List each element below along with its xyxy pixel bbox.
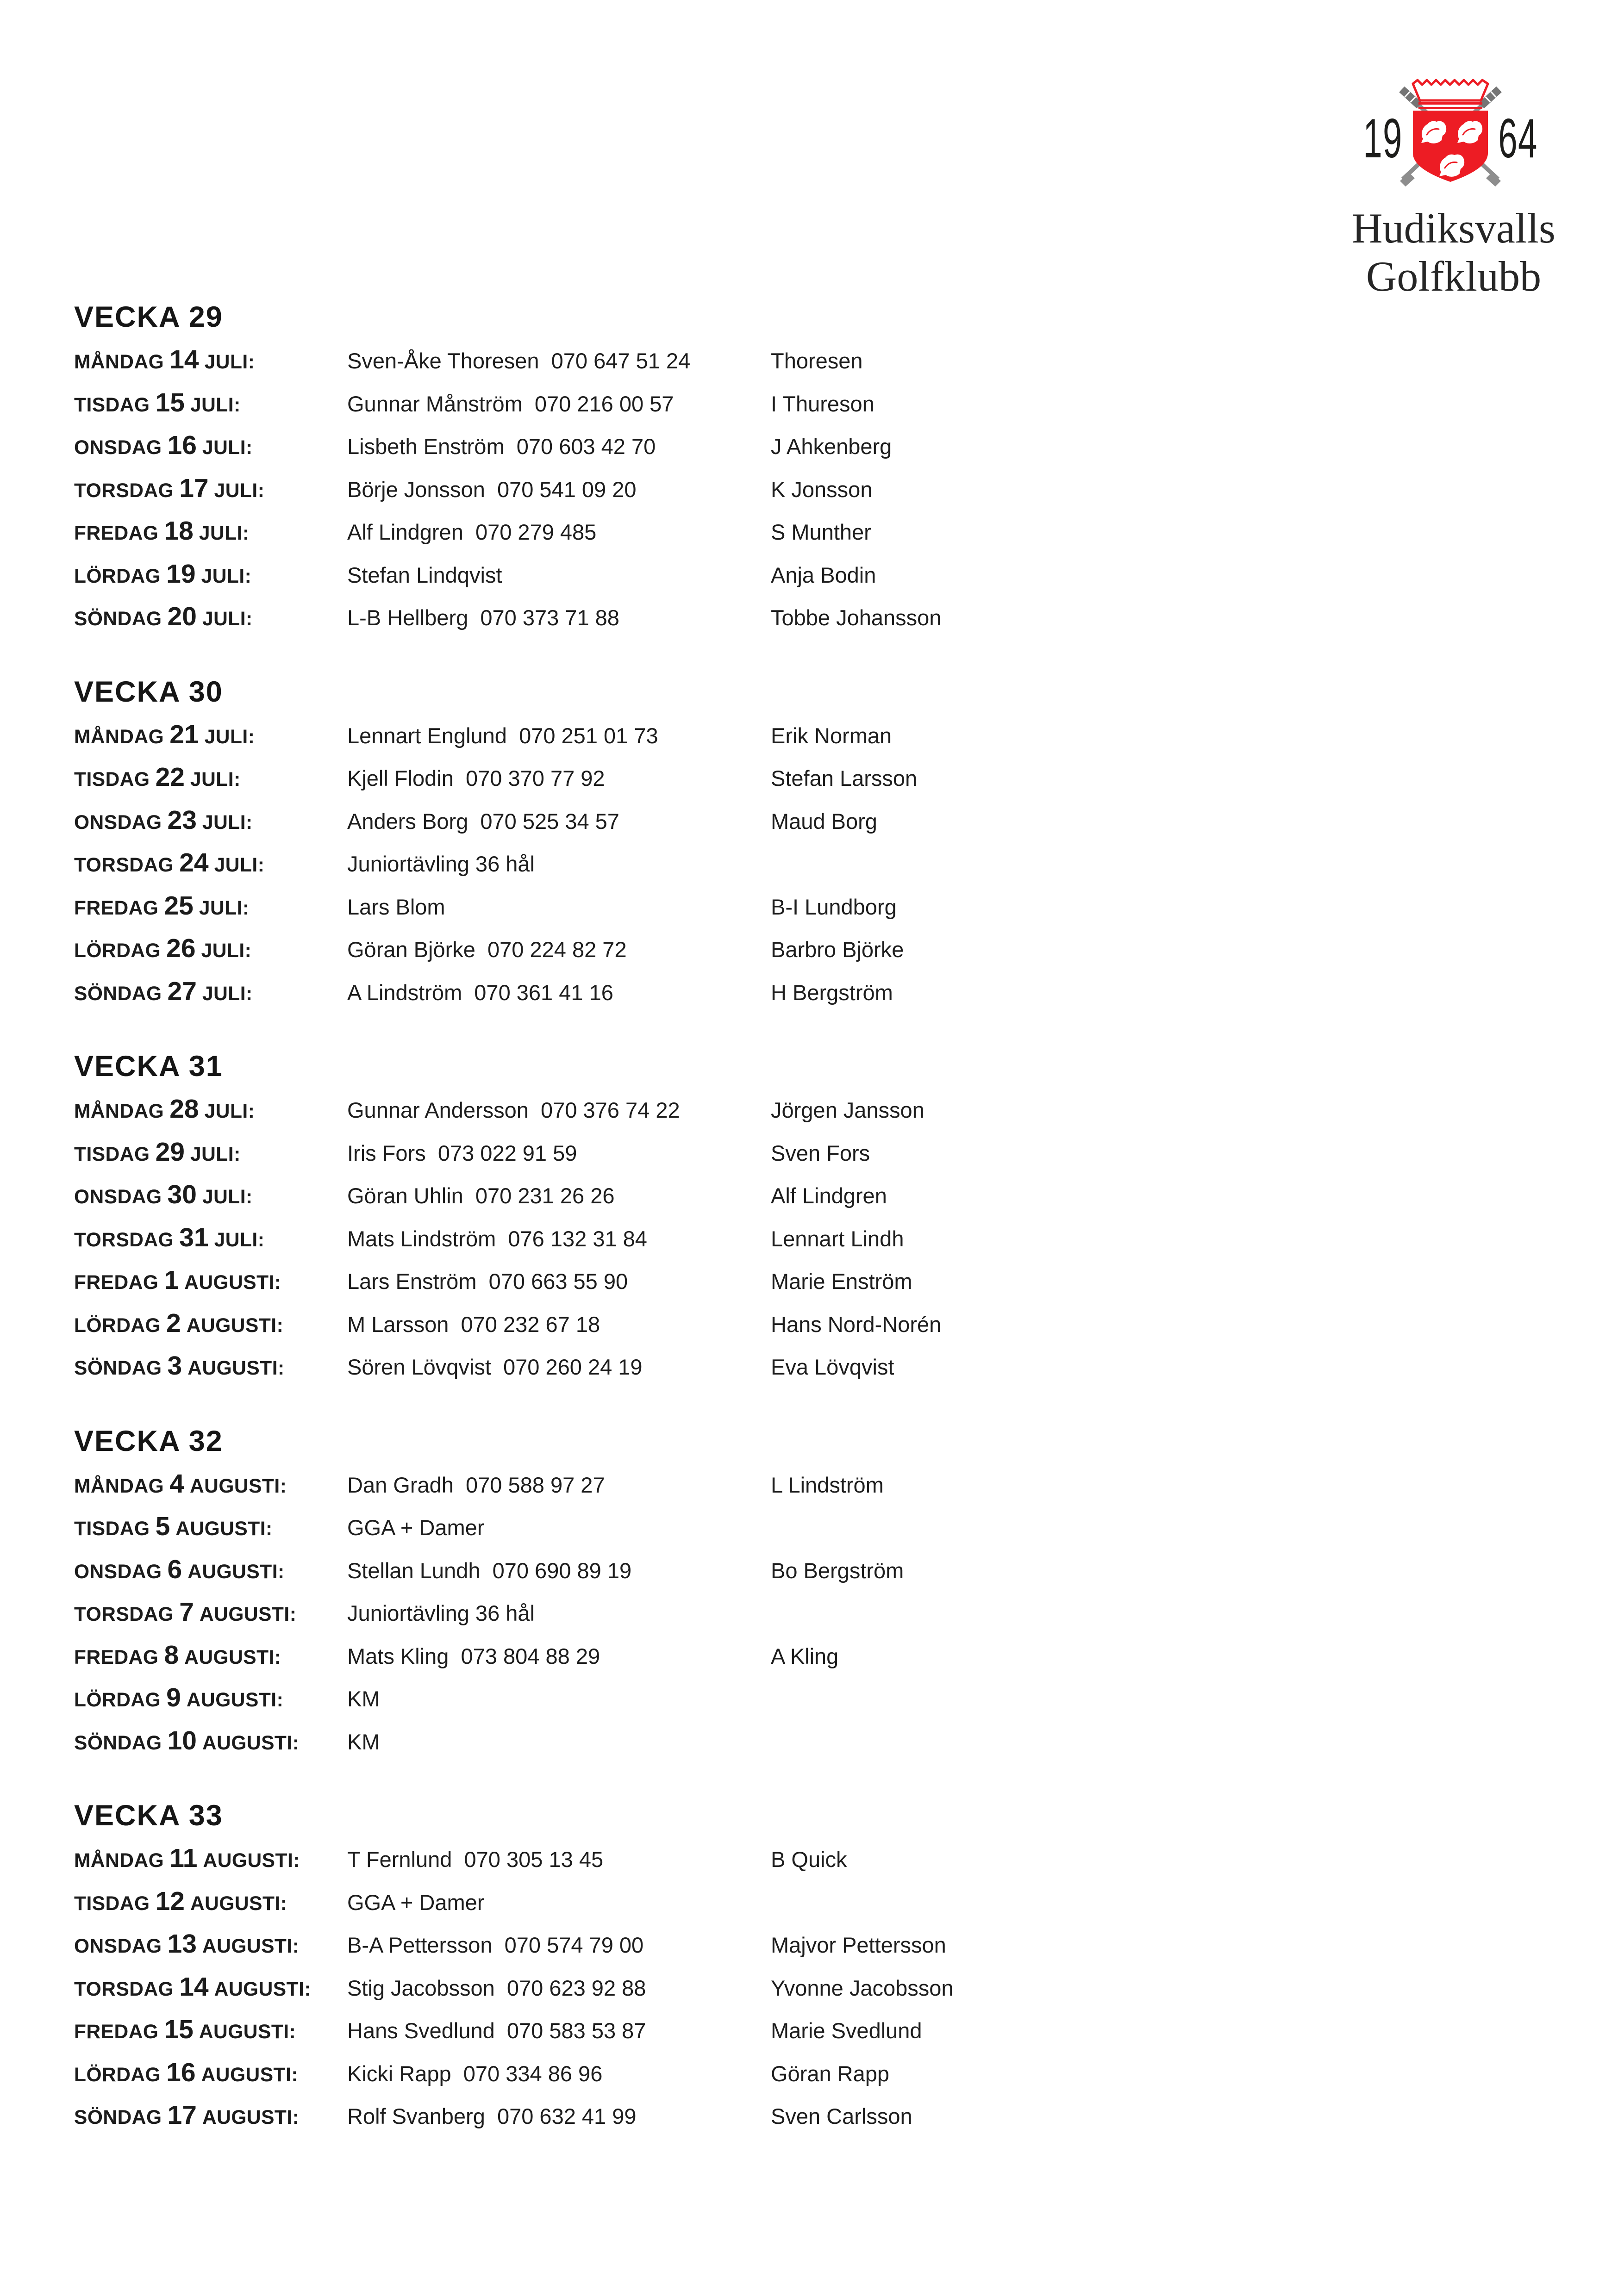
schedule-row [74, 805, 1500, 848]
partner-cell: Lennart Lindh [771, 1226, 904, 1251]
day-label [74, 719, 347, 750]
week-title: VECKA 29 [74, 301, 223, 333]
contact-cell: Iris Fors 073 022 91 59 [347, 1140, 577, 1165]
contact-cell: Sören Lövqvist 070 260 24 19 [347, 1355, 643, 1379]
month-label: JULI: [202, 811, 253, 834]
day-number: 15 [155, 387, 185, 417]
day-number: 12 [155, 1886, 185, 1916]
contact-cell: L-B Hellberg 070 373 71 88 [347, 605, 619, 630]
month-label: JULI: [202, 983, 253, 1005]
schedule-row [74, 1929, 1500, 1972]
month-label: JULI: [190, 1143, 241, 1165]
schedule-row [74, 1511, 1500, 1554]
day-number: 7 [179, 1597, 194, 1627]
schedule-row [74, 847, 1500, 890]
week-rows [74, 719, 1500, 1019]
contact-cell: KM [347, 1686, 380, 1711]
day-label [74, 1682, 347, 1713]
day-label [74, 762, 347, 792]
month-label: JULI: [202, 437, 253, 459]
day-number: 28 [169, 1094, 199, 1124]
day-number: 30 [167, 1180, 197, 1209]
day-number: 18 [164, 516, 194, 546]
club-name-line1: Hudiksvalls [1352, 205, 1555, 252]
day-label [74, 1265, 347, 1295]
contact-cell: Stellan Lundh 070 690 89 19 [347, 1558, 632, 1583]
schedule-row [74, 890, 1500, 933]
schedule-row [74, 1886, 1500, 1929]
schedule-row [74, 2014, 1500, 2057]
month-label: AUGUSTI: [184, 1272, 281, 1294]
schedule-row [74, 1640, 1500, 1683]
day-number: 14 [179, 1972, 209, 2002]
partner-cell: B Quick [771, 1847, 847, 1872]
day-name: SÖNDAG [74, 1357, 162, 1379]
day-label [74, 1222, 347, 1253]
contact-cell: Lennart Englund 070 251 01 73 [347, 723, 658, 748]
contact-cell: T Fernlund 070 305 13 45 [347, 1847, 604, 1872]
partner-cell: Marie Svedlund [771, 2018, 922, 2043]
day-name: ONSDAG [74, 1186, 162, 1208]
day-name: TORSDAG [74, 1229, 174, 1251]
contact-cell: Mats Lindström 076 132 31 84 [347, 1226, 647, 1251]
day-label [74, 1350, 347, 1381]
day-label [74, 1597, 347, 1627]
schedule-row [74, 719, 1500, 762]
day-name: TISDAG [74, 1892, 150, 1915]
day-number: 22 [155, 762, 185, 792]
month-label: JULI: [201, 940, 252, 962]
day-number: 4 [169, 1468, 184, 1499]
month-label: JULI: [199, 523, 250, 544]
month-label: AUGUSTI: [202, 2107, 300, 2128]
month-label: AUGUSTI: [214, 1978, 312, 2000]
schedule-row [74, 1265, 1500, 1308]
week-section [74, 673, 1500, 1019]
day-name: SÖNDAG [74, 983, 162, 1005]
day-number: 1 [164, 1265, 179, 1295]
month-label: AUGUSTI: [184, 1646, 281, 1668]
day-label [74, 1179, 347, 1210]
day-number: 20 [167, 602, 197, 631]
schedule-row [74, 601, 1500, 644]
month-label: JULI: [202, 608, 253, 630]
day-number: 17 [167, 2100, 197, 2130]
contact-cell: Göran Uhlin 070 231 26 26 [347, 1183, 615, 1208]
schedule-row [74, 1554, 1500, 1597]
partner-cell: Sven Fors [771, 1140, 870, 1165]
month-label: AUGUSTI: [190, 1892, 287, 1915]
day-number: 8 [164, 1640, 179, 1670]
contact-cell: M Larsson 070 232 67 18 [347, 1312, 600, 1337]
crown-icon [1413, 80, 1488, 100]
schedule-row [74, 1308, 1500, 1351]
day-label [74, 933, 347, 964]
contact-cell: A Lindström 070 361 41 16 [347, 980, 613, 1005]
contact-cell: Rolf Svanberg 070 632 41 99 [347, 2104, 637, 2128]
month-label: JULI: [204, 351, 255, 373]
contact-cell: KM [347, 1729, 380, 1754]
day-label [74, 430, 347, 460]
day-label [74, 1094, 347, 1124]
month-label: JULI: [204, 726, 255, 748]
month-label: JULI: [214, 479, 265, 502]
day-name: FREDAG [74, 1646, 159, 1668]
month-label: JULI: [190, 769, 241, 790]
day-number: 10 [167, 1725, 197, 1755]
contact-cell: Sven-Åke Thoresen 070 647 51 24 [347, 348, 691, 373]
contact-cell: Alf Lindgren 070 279 485 [347, 520, 597, 544]
day-label [74, 1886, 347, 1916]
month-label: AUGUSTI: [186, 1314, 284, 1337]
day-name: LÖRDAG [74, 940, 161, 962]
schedule-row [74, 430, 1500, 473]
day-label [74, 2100, 347, 2130]
day-label [74, 976, 347, 1007]
day-label [74, 1468, 347, 1499]
schedule-row [74, 516, 1500, 559]
partner-cell: A Kling [771, 1643, 839, 1668]
day-number: 24 [179, 848, 209, 877]
day-number: 23 [167, 805, 197, 835]
day-number: 14 [169, 345, 199, 374]
day-name: TISDAG [74, 394, 150, 416]
contact-cell: Anders Borg 070 525 34 57 [347, 809, 619, 834]
day-name: TORSDAG [74, 1978, 174, 2000]
club-logo [1333, 76, 1574, 300]
day-name: LÖRDAG [74, 2064, 161, 2086]
day-number: 6 [167, 1554, 182, 1584]
day-label [74, 516, 347, 546]
partner-cell: H Bergström [771, 980, 893, 1005]
day-name: TORSDAG [74, 1604, 174, 1625]
day-number: 5 [155, 1512, 170, 1541]
day-name: MÅNDAG [74, 726, 164, 748]
day-label [74, 344, 347, 375]
week-rows [74, 1843, 1500, 2143]
day-label [74, 2014, 347, 2045]
week-title: VECKA 31 [74, 1050, 223, 1083]
schedule-row [74, 933, 1500, 976]
partner-cell: Alf Lindgren [771, 1183, 887, 1208]
day-label [74, 1511, 347, 1542]
day-name: FREDAG [74, 523, 159, 544]
day-number: 26 [166, 933, 196, 963]
schedule-row [74, 1222, 1500, 1265]
day-number: 27 [167, 976, 197, 1006]
day-name: FREDAG [74, 897, 159, 919]
day-number: 25 [164, 890, 194, 921]
day-name: SÖNDAG [74, 2107, 162, 2128]
week-title: VECKA 33 [74, 1799, 223, 1832]
partner-cell: B-I Lundborg [771, 894, 897, 919]
partner-cell: Jörgen Jansson [771, 1098, 924, 1122]
schedule-row [74, 2100, 1500, 2143]
schedule-row [74, 1179, 1500, 1222]
partner-cell: Eva Lövqvist [771, 1355, 894, 1379]
contact-cell: Stig Jacobsson 070 623 92 88 [347, 1975, 646, 2000]
month-label: AUGUSTI: [201, 2064, 298, 2086]
schedule-row [74, 1350, 1500, 1394]
club-name-line2: Golfklubb [1366, 253, 1542, 300]
contact-cell: Gunnar Månström 070 216 00 57 [347, 391, 674, 416]
month-label: AUGUSTI: [187, 1357, 285, 1379]
contact-cell: B-A Pettersson 070 574 79 00 [347, 1933, 644, 1957]
week-rows [74, 1094, 1500, 1394]
week-title: VECKA 32 [74, 1425, 223, 1457]
schedule [74, 299, 1500, 2172]
day-number: 19 [166, 559, 196, 589]
day-label [74, 1640, 347, 1670]
partner-cell: Yvonne Jacobsson [771, 1975, 954, 2000]
month-label: AUGUSTI: [203, 1850, 300, 1872]
day-number: 9 [166, 1683, 181, 1712]
day-number: 16 [166, 2057, 196, 2087]
day-name: ONSDAG [74, 1935, 162, 1957]
month-label: JULI: [201, 565, 252, 587]
partner-cell: Erik Norman [771, 723, 892, 748]
schedule-row [74, 1137, 1500, 1180]
month-label: AUGUSTI: [189, 1475, 287, 1497]
day-number: 2 [166, 1308, 181, 1338]
partner-cell: K Jonsson [771, 477, 873, 502]
day-label [74, 847, 347, 878]
club-crest-icon [1361, 76, 1546, 192]
year-left: 19 [1363, 108, 1403, 170]
day-label [74, 805, 347, 835]
day-name: LÖRDAG [74, 565, 161, 587]
week-section [74, 1797, 1500, 2143]
day-name: FREDAG [74, 2021, 159, 2043]
day-number: 15 [164, 2015, 194, 2044]
week-title: VECKA 30 [74, 675, 223, 708]
month-label: JULI: [204, 1101, 255, 1122]
day-label [74, 1725, 347, 1756]
contact-cell: Lars Blom [347, 894, 445, 919]
schedule-row [74, 1094, 1500, 1137]
day-name: TISDAG [74, 769, 150, 790]
day-label [74, 559, 347, 589]
day-label [74, 1972, 347, 2002]
partner-cell: Stefan Larsson [771, 766, 918, 790]
contact-cell: Juniortävling 36 hål [347, 1601, 535, 1625]
partner-cell: Majvor Pettersson [771, 1933, 946, 1957]
day-label [74, 1308, 347, 1338]
month-label: JULI: [214, 1229, 265, 1251]
partner-cell: Maud Borg [771, 809, 877, 834]
contact-cell: Mats Kling 073 804 88 29 [347, 1643, 600, 1668]
partner-cell: Bo Bergström [771, 1558, 904, 1583]
day-number: 16 [167, 430, 197, 460]
schedule-row [74, 344, 1500, 387]
day-name: ONSDAG [74, 1561, 162, 1583]
month-label: JULI: [202, 1186, 253, 1208]
contact-cell: GGA + Damer [347, 1515, 485, 1540]
contact-cell: Lars Enström 070 663 55 90 [347, 1269, 628, 1294]
week-section [74, 299, 1500, 644]
day-name: MÅNDAG [74, 1101, 164, 1122]
month-label: AUGUSTI: [186, 1689, 284, 1711]
contact-cell: Hans Svedlund 070 583 53 87 [347, 2018, 646, 2043]
schedule-row [74, 387, 1500, 430]
day-name: FREDAG [74, 1272, 159, 1294]
schedule-row [74, 1972, 1500, 2015]
partner-cell: Tobbe Johansson [771, 605, 942, 630]
partner-cell: Sven Carlsson [771, 2104, 912, 2128]
day-name: SÖNDAG [74, 1732, 162, 1754]
day-label [74, 1137, 347, 1167]
day-name: LÖRDAG [74, 1314, 161, 1337]
schedule-row [74, 762, 1500, 805]
month-label: AUGUSTI: [202, 1732, 300, 1754]
schedule-row [74, 559, 1500, 602]
contact-cell: Stefan Lindqvist [347, 562, 502, 587]
partner-cell: Barbro Björke [771, 937, 904, 962]
contact-cell: Börje Jonsson 070 541 09 20 [347, 477, 637, 502]
day-label [74, 1929, 347, 1959]
day-number: 3 [167, 1351, 182, 1381]
contact-cell: Dan Gradh 070 588 97 27 [347, 1472, 605, 1497]
partner-cell: I Thureson [771, 391, 874, 416]
day-name: MÅNDAG [74, 351, 164, 373]
month-label: AUGUSTI: [199, 1604, 297, 1625]
schedule-row [74, 1682, 1500, 1725]
partner-cell: L Lindström [771, 1472, 884, 1497]
day-label [74, 601, 347, 632]
schedule-row [74, 1843, 1500, 1886]
year-right: 64 [1498, 108, 1538, 170]
schedule-row [74, 473, 1500, 516]
schedule-row [74, 976, 1500, 1019]
day-number: 17 [179, 473, 209, 503]
day-name: MÅNDAG [74, 1850, 164, 1872]
day-name: TORSDAG [74, 854, 174, 876]
day-number: 21 [169, 719, 199, 749]
partner-cell: S Munther [771, 520, 871, 544]
day-name: TISDAG [74, 1143, 150, 1165]
partner-cell: Göran Rapp [771, 2061, 890, 2086]
schedule-row [74, 1597, 1500, 1640]
month-label: JULI: [199, 897, 250, 919]
day-label [74, 2057, 347, 2088]
day-number: 13 [167, 1929, 197, 1959]
partner-cell: Anja Bodin [771, 562, 876, 587]
day-label [74, 1554, 347, 1585]
week-rows [74, 344, 1500, 644]
week-section [74, 1423, 1500, 1768]
day-label [74, 890, 347, 921]
month-label: AUGUSTI: [187, 1561, 285, 1583]
month-label: JULI: [214, 854, 265, 876]
week-section [74, 1048, 1500, 1394]
contact-cell: GGA + Damer [347, 1890, 485, 1915]
day-number: 31 [179, 1222, 209, 1252]
contact-cell: Göran Björke 070 224 82 72 [347, 937, 627, 962]
contact-cell: Kicki Rapp 070 334 86 96 [347, 2061, 603, 2086]
day-name: ONSDAG [74, 811, 162, 834]
month-label: AUGUSTI: [202, 1935, 300, 1957]
day-number: 29 [155, 1137, 185, 1167]
contact-cell: Kjell Flodin 070 370 77 92 [347, 766, 605, 790]
day-label [74, 473, 347, 504]
partner-cell: Thoresen [771, 348, 863, 373]
contact-cell: Juniortävling 36 hål [347, 852, 535, 876]
partner-cell: Hans Nord-Norén [771, 1312, 942, 1337]
week-rows [74, 1468, 1500, 1768]
day-name: MÅNDAG [74, 1475, 164, 1497]
partner-cell: Marie Enström [771, 1269, 912, 1294]
schedule-row [74, 1725, 1500, 1768]
month-label: AUGUSTI: [175, 1518, 273, 1540]
month-label: AUGUSTI: [199, 2021, 296, 2043]
club-name [1333, 204, 1574, 300]
day-label [74, 1843, 347, 1873]
partner-cell: J Ahkenberg [771, 434, 892, 459]
day-name: LÖRDAG [74, 1689, 161, 1711]
schedule-row [74, 1468, 1500, 1512]
day-label [74, 387, 347, 418]
day-name: SÖNDAG [74, 608, 162, 630]
day-name: ONSDAG [74, 437, 162, 459]
day-name: TISDAG [74, 1518, 150, 1540]
month-label: JULI: [190, 394, 241, 416]
day-name: TORSDAG [74, 479, 174, 502]
day-number: 11 [169, 1843, 198, 1873]
schedule-row [74, 2057, 1500, 2100]
contact-cell: Gunnar Andersson 070 376 74 22 [347, 1098, 680, 1122]
contact-cell: Lisbeth Enström 070 603 42 70 [347, 434, 656, 459]
